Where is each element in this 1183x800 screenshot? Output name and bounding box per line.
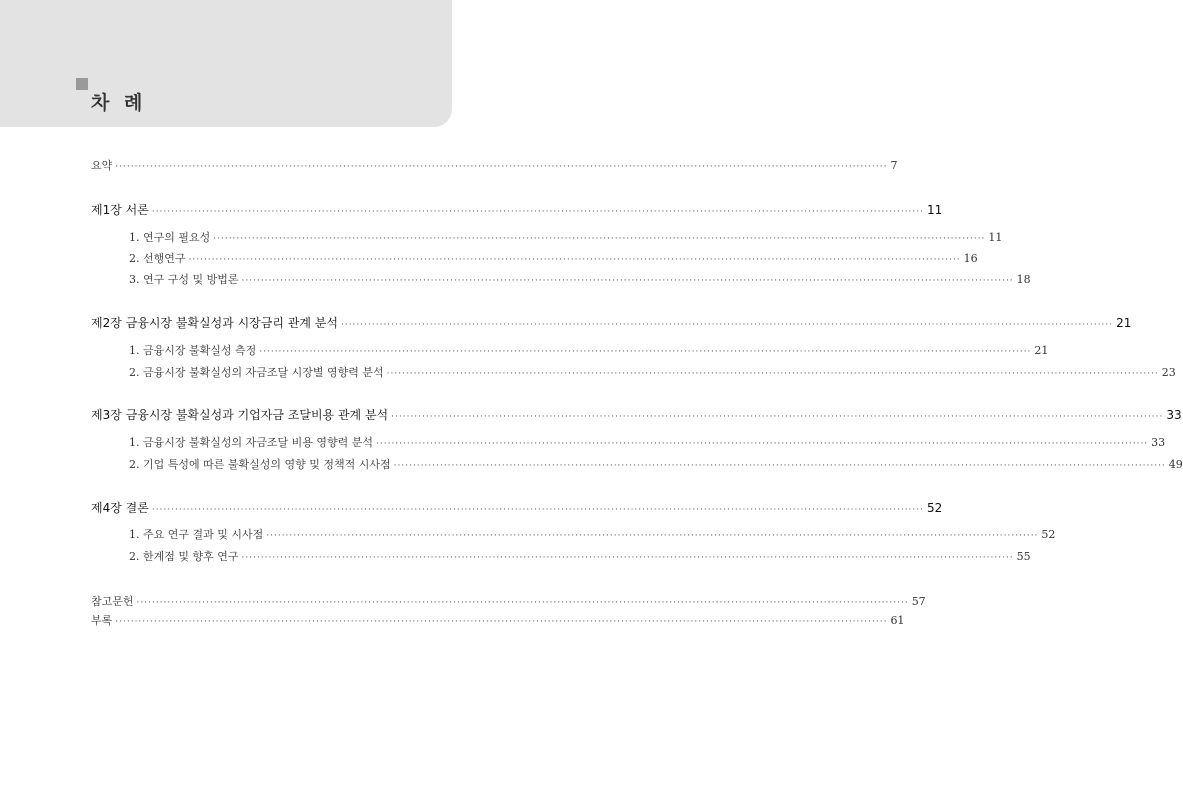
dot-leader: ········································································································································································································ [213, 234, 986, 244]
toc-label: 요약 [91, 159, 113, 172]
toc-entry-references[interactable] [91, 593, 926, 609]
dot-leader: ········································································································································································································ [136, 598, 909, 608]
toc-section-3-2[interactable] [129, 456, 1183, 472]
toc-page-number: 16 [963, 252, 978, 265]
toc-page-number: 18 [1016, 273, 1031, 286]
toc-section-3-1[interactable] [129, 434, 1166, 450]
dot-leader: ········································································································································································································ [188, 255, 961, 265]
toc-label: 2. 한계점 및 향후 연구 [129, 550, 239, 563]
toc-section-1-3[interactable] [129, 271, 1031, 287]
dot-leader: ········································································································································································································ [386, 369, 1159, 379]
toc-chapter-label: 제2장 금융시장 불확실성과 시장금리 관계 분석 [91, 316, 338, 330]
toc-page-number: 21 [1116, 316, 1132, 330]
toc-label: 2. 기업 특성에 따른 불확실성의 영향 및 정책적 시사점 [129, 458, 391, 471]
toc-label: 3. 연구 구성 및 방법론 [129, 273, 239, 286]
toc-chapter-label: 제1장 서론 [91, 203, 149, 217]
dot-leader: ········································································································································································································ [151, 207, 924, 217]
toc-section-4-2[interactable] [129, 548, 1031, 564]
dot-leader: ········································································································································································································ [266, 531, 1039, 541]
toc-page-number: 57 [911, 595, 926, 608]
toc-page-number: 61 [890, 614, 905, 627]
toc-page-number: 33 [1166, 408, 1182, 422]
toc-chapter-2[interactable] [91, 314, 1132, 331]
dot-leader: ········································································································································································································ [241, 553, 1014, 563]
toc-chapter-3[interactable] [91, 406, 1182, 423]
dot-leader: ········································································································································································································ [393, 461, 1166, 471]
toc-section-1-2[interactable] [129, 250, 978, 266]
toc-label: 2. 금융시장 불확실성의 자금조달 시장별 영향력 분석 [129, 366, 384, 379]
toc-label: 1. 금융시장 불확실성의 자금조달 비용 영향력 분석 [129, 436, 373, 449]
toc-label: 부록 [91, 614, 113, 627]
toc-entry-summary[interactable] [91, 157, 898, 173]
toc-chapter-label: 제4장 결론 [91, 501, 149, 515]
toc-chapter-1[interactable] [91, 201, 943, 218]
toc-chapter-label: 제3장 금융시장 불확실성과 기업자금 조달비용 관계 분석 [91, 408, 389, 422]
toc-page-number: 7 [890, 159, 898, 172]
toc-section-4-1[interactable] [129, 526, 1056, 542]
toc-page-number: 52 [1041, 528, 1056, 541]
dot-leader: ········································································································································································································ [241, 276, 1014, 286]
toc-label: 참고문헌 [91, 595, 134, 608]
toc-label: 1. 금융시장 불확실성 측정 [129, 344, 257, 357]
toc-page-number: 33 [1151, 436, 1166, 449]
toc-label: 1. 연구의 필요성 [129, 231, 211, 244]
toc-section-2-2[interactable] [129, 364, 1176, 380]
dot-leader: ········································································································································································································ [391, 412, 1164, 422]
dot-leader: ········································································································································································································ [115, 617, 888, 627]
toc-page-number: 52 [927, 501, 943, 515]
toc-section-1-1[interactable] [129, 229, 1003, 245]
toc-page-number: 49 [1168, 458, 1183, 471]
toc-page-number: 21 [1034, 344, 1049, 357]
toc-label: 2. 선행연구 [129, 252, 186, 265]
toc-page-number: 11 [927, 203, 943, 217]
toc-chapter-4[interactable] [91, 499, 943, 516]
toc-page-number: 55 [1016, 550, 1031, 563]
toc-section-2-1[interactable] [129, 342, 1049, 358]
toc-page-number: 23 [1161, 366, 1176, 379]
dot-leader: ········································································································································································································ [376, 439, 1149, 449]
toc-entry-appendix[interactable] [91, 612, 905, 628]
dot-leader: ········································································································································································································ [259, 347, 1032, 357]
dot-leader: ········································································································································································································ [340, 320, 1114, 330]
page-title: 차 례 [91, 92, 147, 114]
dot-leader: ········································································································································································································ [115, 162, 888, 172]
toc-label: 1. 주요 연구 결과 및 시사점 [129, 528, 264, 541]
dot-leader: ········································································································································································································ [151, 505, 924, 515]
toc-page-number: 11 [988, 231, 1003, 244]
